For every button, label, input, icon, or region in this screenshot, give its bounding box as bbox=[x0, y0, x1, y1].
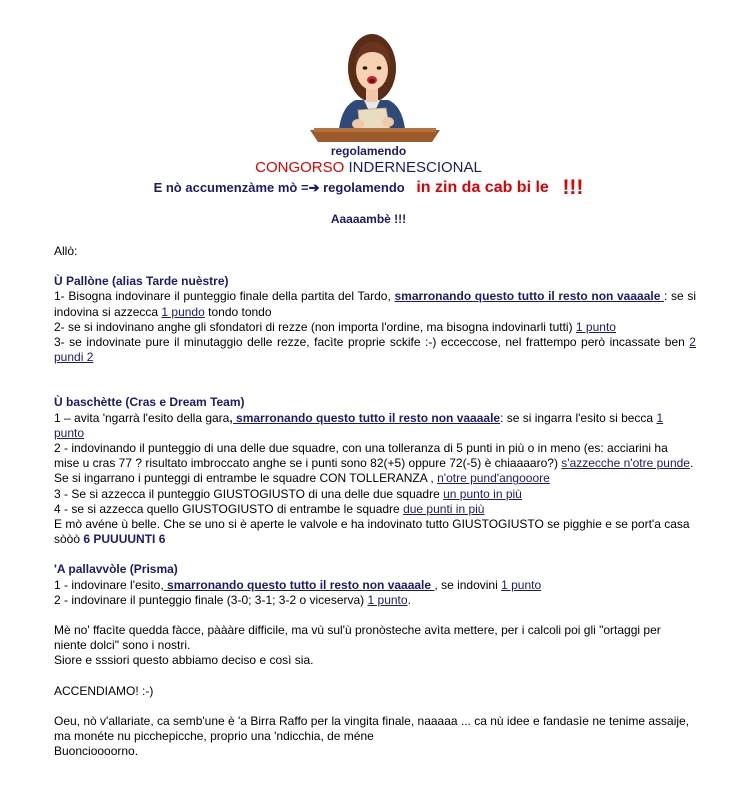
points-link: un punto in più bbox=[443, 486, 522, 501]
highlight-text: in zin da cab bi le bbox=[416, 179, 549, 196]
page-title bbox=[0, 159, 737, 176]
rule-link: smarronando questo tutto il resto non vaaaale bbox=[163, 577, 435, 592]
rule-link: smarronando questo tutto il resto non vaaaale bbox=[394, 289, 665, 304]
intro-paragraph: Allò: bbox=[54, 244, 78, 258]
points-link: 1 punto bbox=[367, 592, 408, 607]
rule-item: 1 – avita 'ngarrà l'esito della gara, smarronando questo tutto il resto non vaaaale: se si ingarra l'esito si becca 1 punto bbox=[54, 410, 664, 440]
section-football-heading: Ù Pallòne (alias Tarde nuèstre) bbox=[54, 274, 229, 289]
closing-paragraph: Oeu, nò v'allariate, ca semb'une è 'a Birra Raffo per la vingita finale, naaaaa ... ca nù idee e fandasìe ne tenime assaije, ma monéte nu picchepicche, proprio una 'ndicchia, de méne bbox=[54, 713, 690, 744]
exclamation: !!! bbox=[562, 176, 584, 199]
bonus-points: 6 PUUUUNTI 6 bbox=[83, 532, 166, 547]
arrow-icon: =➔ bbox=[300, 180, 320, 195]
rule-item: 2 - indovinare il punteggio finale (3-0; 3-1; 3-2 o viceserva) 1 punto. bbox=[54, 592, 411, 607]
points-link: 1 pundo bbox=[161, 304, 205, 319]
title-part-1: CONGORSO bbox=[255, 159, 345, 176]
points-link: 1 punto bbox=[54, 410, 664, 440]
closing-paragraph: Siore e sssiori questo abbiamo deciso e così sia. bbox=[54, 653, 314, 668]
points-link: 1 punto bbox=[575, 319, 616, 334]
rule-item: 4 - se si azzecca quello GIUSTOGIUSTO di entrambe le squadre due punti in più bbox=[54, 501, 485, 516]
intro-text-2: regolamendo bbox=[323, 180, 405, 195]
rule-item: 1 - indovinare l'esito, smarronando questo tutto il resto non vaaaale , se indovini 1 punto bbox=[54, 577, 542, 592]
rule-item: 2 - indovinando il punteggio di una delle due squadre, con una tolleranza di 5 punti in più o in meno (es: acciarini ha mise u cras 77 ? risultato imbroccato anghe se i punti sono 82(+5) oppure 72(-5) è chiaaaaro?) s'azzecche n'otre punde. Se si ingarrano i punteggi di entrambe le squadre CON TOLLERANZA , n'otre pund'angooore bbox=[54, 441, 694, 486]
title-part-2: INDERNESCIONAL bbox=[348, 159, 482, 176]
section-volleyball-heading: 'A pallavvòle (Prisma) bbox=[54, 562, 178, 577]
rule-item: 1- Bisogna indovinare il punteggio finale della partita del Tardo, smarronando questo tutto il resto non vaaaale : se si indovina si azzecca 1 pundo tondo tondo bbox=[54, 289, 696, 319]
speaker-illustration bbox=[300, 28, 450, 146]
points-link: 1 punto bbox=[501, 577, 542, 592]
intro-line bbox=[0, 176, 737, 200]
closing-paragraph: ACCENDIAMO! :-) bbox=[54, 683, 154, 698]
rule-item: 3- se indovinate pure il minutaggio delle rezze, facìte proprie sckife :-) ecceccose, nel frattempo però incassate ben 2 pundi 2 bbox=[54, 335, 696, 365]
rule-item: 2- se si indovinano anghe gli sfondatori di rezze (non importa l'ordine, ma bisogna indovinarli tutti) 1 punto bbox=[54, 319, 616, 334]
rules-body bbox=[54, 244, 696, 759]
rule-link: , smarronando questo tutto il resto non vaaaale bbox=[229, 410, 501, 425]
greeting: Aaaaambè !!! bbox=[330, 212, 407, 226]
rule-item: E mò avéne ù belle. Che se uno si è aperte le valvole e ha indovinato tutto GIUSTOGIUSTO se pigghie e se port'a casa sòòò 6 PUUUUNTI 6 bbox=[54, 517, 690, 547]
intro-text: E nò accumenzàme mò bbox=[153, 180, 298, 195]
section-basketball-heading: Ù baschètte (Cras e Dream Team) bbox=[54, 395, 245, 410]
closing-paragraph: Mè no' ffacìte quedda fàcce, pàààre difficile, ma vù sul'ù pronòsteche avìta mettere, per i calcoli poi gli "ortaggi per niente dolci" sono i nostri. bbox=[54, 623, 661, 653]
page-subtitle: regolamendo bbox=[330, 144, 407, 158]
points-link: n'otre pund'angooore bbox=[437, 471, 550, 486]
points-link: 2 pundi 2 bbox=[54, 335, 696, 365]
points-link: due punti in più bbox=[403, 501, 485, 516]
points-link: s'azzecche n'otre punde bbox=[561, 456, 690, 471]
sign-off: Buoncioooorno. bbox=[54, 744, 139, 759]
rule-item: 3 - Se si azzecca il punteggio GIUSTOGIUSTO di una delle due squadre un punto in più bbox=[54, 486, 522, 501]
